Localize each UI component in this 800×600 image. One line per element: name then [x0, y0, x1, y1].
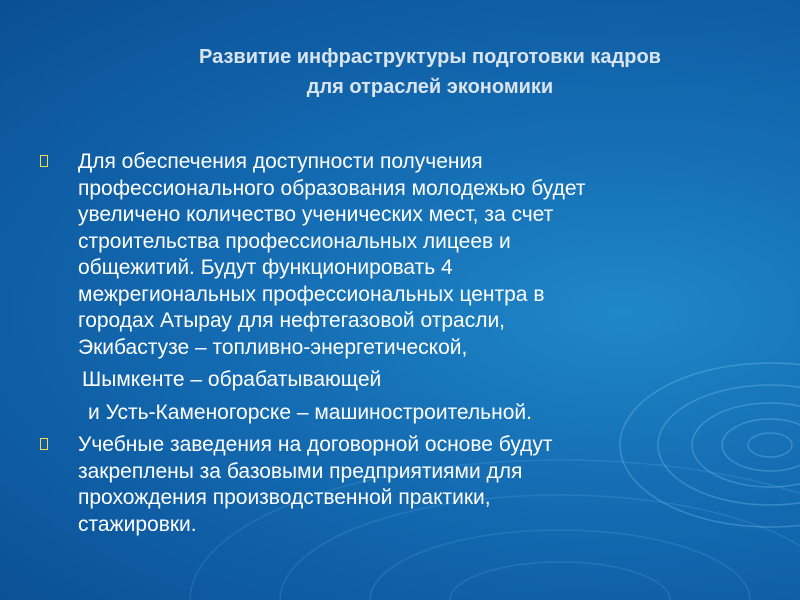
bullet-marker-icon — [40, 155, 48, 167]
bullet-line: Учебные заведения на договорной основе будут — [78, 433, 553, 456]
bullet-item — [40, 432, 760, 538]
continuation-line: Шымкенте – обрабатывающей — [82, 368, 382, 391]
bullet-line: увеличено количество ученических мест, за счет — [78, 203, 554, 226]
bullet-line: Для обеспечения доступности получения — [78, 150, 483, 173]
bullet-marker-icon — [40, 438, 48, 450]
bullet-line: межрегиональных профессиональных центра в — [78, 282, 545, 306]
slide-title — [90, 42, 770, 102]
bullet-line: профессионального образования молодежью будет — [78, 176, 586, 200]
bullet-line: общежитий. Будут функционировать 4 — [78, 256, 453, 279]
bullet-line: прохождения производственной практики, — [78, 486, 491, 509]
bullet-item — [40, 149, 760, 426]
bullet-line: закреплены за базовыми предприятиями для — [78, 459, 523, 483]
bullet-line: строительства профессиональных лицеев и — [78, 229, 511, 253]
bullet-line: Экибастузе – топливно-энергетической, — [78, 335, 468, 359]
continuation-line: и Усть-Каменогорске – машиностроительной. — [88, 400, 532, 424]
slide-body — [40, 149, 760, 538]
title-line: для отраслей экономики — [306, 76, 554, 98]
title-line: Развитие инфраструктуры подготовки кадров — [199, 46, 661, 68]
bullet-line: городах Атырау для нефтегазовой отрасли, — [78, 309, 506, 332]
bullet-line: стажировки. — [78, 512, 197, 536]
